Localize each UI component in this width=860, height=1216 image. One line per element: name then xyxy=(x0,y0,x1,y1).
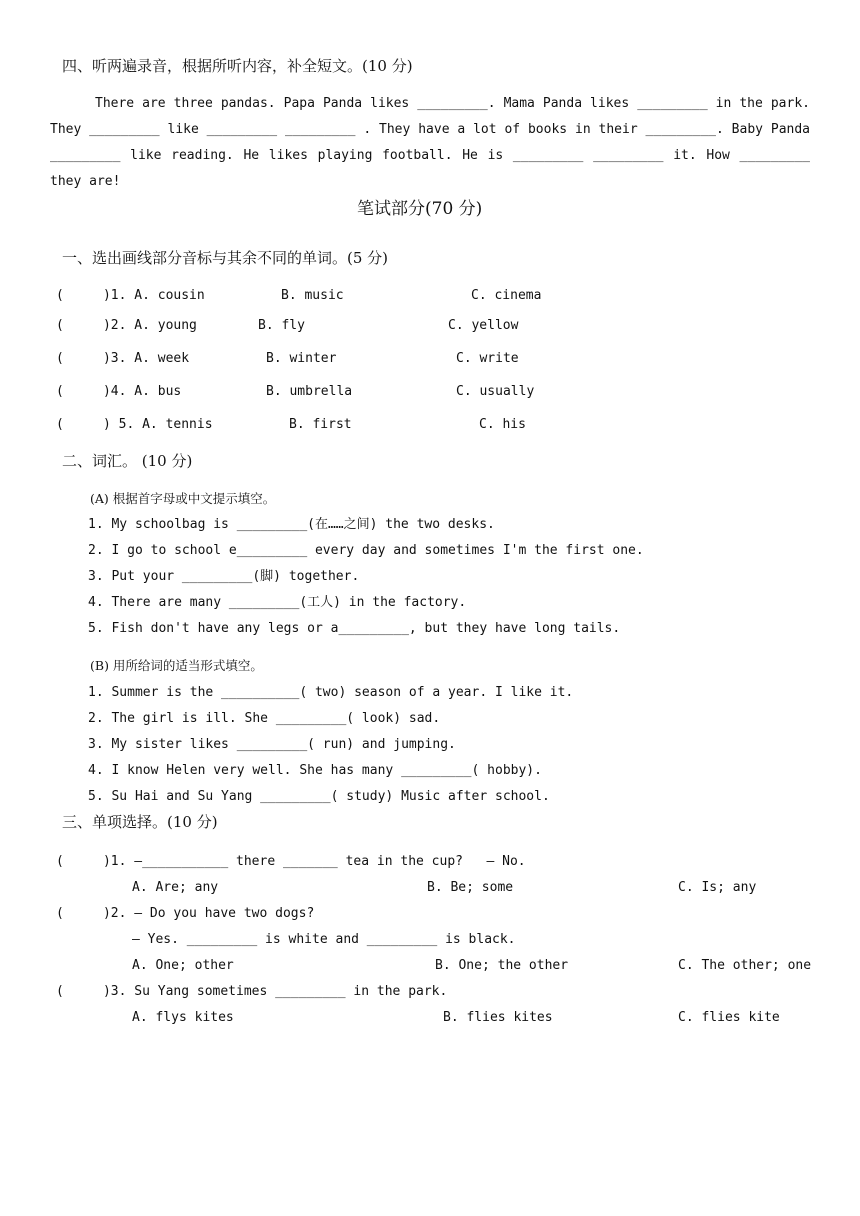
s1-item-3-a: ( )3. A. week xyxy=(56,351,190,366)
s1-item-4-b: B. umbrella xyxy=(266,384,353,399)
section3-heading: 三、单项选择。(10 分) xyxy=(62,813,218,831)
written-part-title: 笔试部分(70 分) xyxy=(357,199,483,219)
s3-q2-stem2: — Yes. _________ is white and _________ is black. xyxy=(132,932,516,947)
s3-q1-option-c: C. Is; any xyxy=(678,880,757,895)
s1-item-4-a: ( )4. A. bus xyxy=(56,384,182,399)
s1-item-2-c: C. yellow xyxy=(448,318,519,333)
s3-q2-stem: ( )2. — Do you have two dogs? xyxy=(56,906,315,921)
s3-q2-option-a: A. One; other xyxy=(132,958,234,973)
s2-partB-item-2: 2. The girl is ill. She _________( look) sad. xyxy=(88,711,441,726)
s3-q3-option-c: C. flies kite xyxy=(678,1010,780,1025)
s2-partA-item-3: 3. Put your _________(脚) together. xyxy=(88,569,360,584)
section4-passage: There are three pandas. Papa Panda likes _________. Mama Panda likes _________ in the park. They _________ like _________ _________ . They have a lot of books in their _________. Baby Panda _________ like reading. He likes playing football. He is _________ _________ it. How _________ they are! xyxy=(50,96,810,189)
s2-partB-item-4: 4. I know Helen very well. She has many _________( hobby). xyxy=(88,763,542,778)
section2-heading: 二、词汇。 (10 分) xyxy=(62,452,193,470)
s1-item-1-c: C. cinema xyxy=(471,288,542,303)
s2-partA-item-2: 2. I go to school e_________ every day and sometimes I'm the first one. xyxy=(88,543,644,558)
s2-partA-label: (A) 根据首字母或中文提示填空。 xyxy=(90,491,276,506)
section1-heading: 一、选出画线部分音标与其余不同的单词。(5 分) xyxy=(62,249,389,267)
s2-partA-item-5: 5. Fish don't have any legs or a_________, but they have long tails. xyxy=(88,621,621,636)
s2-partA-item-1: 1. My schoolbag is _________(在……之间) the two desks. xyxy=(88,517,495,532)
s3-q1-option-b: B. Be; some xyxy=(427,880,514,895)
s2-partA-item-4: 4. There are many _________(工人) in the factory. xyxy=(88,595,467,610)
s1-item-5-a: ( ) 5. A. tennis xyxy=(56,417,213,432)
s2-partB-label: (B) 用所给词的适当形式填空。 xyxy=(90,658,263,673)
s1-item-5-c: C. his xyxy=(479,417,526,432)
s2-partB-item-3: 3. My sister likes _________( run) and jumping. xyxy=(88,737,456,752)
s3-q1-stem: ( )1. —___________ there _______ tea in the cup? — No. xyxy=(56,854,526,869)
s2-partB-item-1: 1. Summer is the __________( two) season of a year. I like it. xyxy=(88,685,574,700)
s1-item-3-b: B. winter xyxy=(266,351,337,366)
s3-q2-option-c: C. The other; one xyxy=(678,958,812,973)
s1-item-2-a: ( )2. A. young xyxy=(56,318,197,333)
s1-item-5-b: B. first xyxy=(289,417,352,432)
s1-item-1-b: B. music xyxy=(281,288,344,303)
s3-q3-option-b: B. flies kites xyxy=(443,1010,553,1025)
s2-partB-item-5: 5. Su Hai and Su Yang _________( study) Music after school. xyxy=(88,789,550,804)
s3-q1-option-a: A. Are; any xyxy=(132,880,219,895)
s3-q3-stem: ( )3. Su Yang sometimes _________ in the park. xyxy=(56,984,448,999)
s3-q3-option-a: A. flys kites xyxy=(132,1010,234,1025)
s3-q2-option-b: B. One; the other xyxy=(435,958,569,973)
s1-item-4-c: C. usually xyxy=(456,384,535,399)
s1-item-3-c: C. write xyxy=(456,351,519,366)
s1-item-2-b: B. fly xyxy=(258,318,305,333)
s1-item-1-a: ( )1. A. cousin xyxy=(56,288,205,303)
section4-heading: 四、听两遍录音，根据所听内容，补全短文。(10 分) xyxy=(62,57,413,75)
